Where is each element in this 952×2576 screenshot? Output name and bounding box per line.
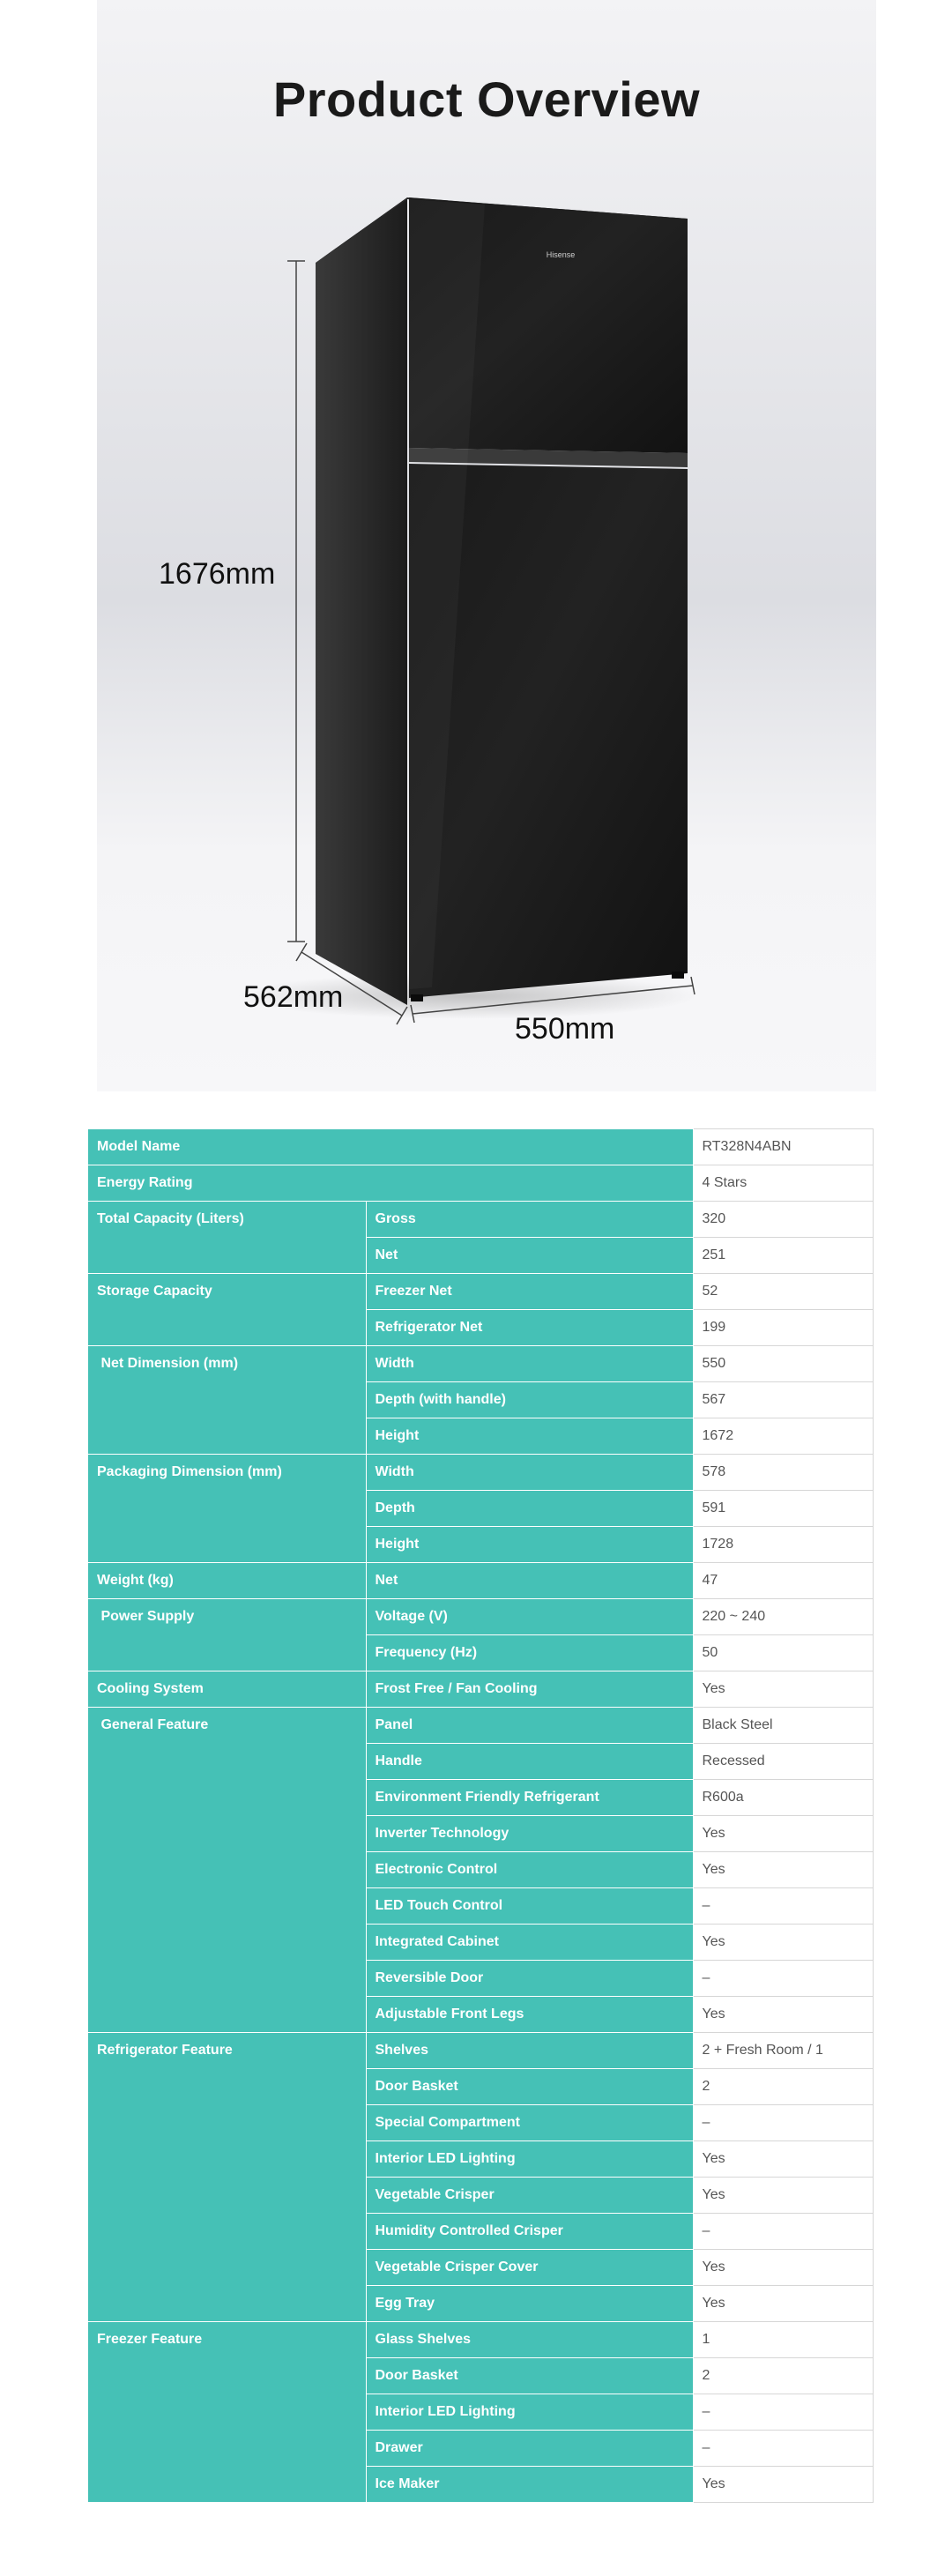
- spec-attribute-value: Yes: [693, 1816, 873, 1852]
- spec-attribute-value: 591: [693, 1491, 873, 1527]
- table-row: [88, 1165, 873, 1202]
- table-row: [88, 2033, 873, 2069]
- table-row: [88, 1671, 873, 1708]
- spec-attribute-label: Width: [366, 1455, 693, 1491]
- spec-attribute-value: –: [693, 2394, 873, 2431]
- brand-logo: Hisense: [546, 250, 576, 259]
- table-row: [88, 1455, 873, 1491]
- spec-attribute-label: Freezer Net: [366, 1274, 693, 1310]
- spec-attribute-value: 1672: [693, 1418, 873, 1455]
- spec-attribute-value: 2: [693, 2358, 873, 2394]
- spec-attribute-label: Electronic Control: [366, 1852, 693, 1888]
- energy-rating-label: Energy Rating: [88, 1165, 693, 1202]
- spec-attribute-label: Net: [366, 1238, 693, 1274]
- front-leg-left: [411, 994, 423, 1001]
- spec-attribute-label: Reversible Door: [366, 1961, 693, 1997]
- spec-attribute-label: Net: [366, 1563, 693, 1599]
- model-name-label: Model Name: [88, 1129, 693, 1165]
- front-leg-right: [672, 972, 684, 979]
- model-name-value: RT328N4ABN: [693, 1129, 873, 1165]
- depth-dimension-label: 562mm: [243, 980, 344, 1014]
- page-title: Product Overview: [272, 71, 701, 127]
- spec-group-label: Power Supply: [88, 1599, 366, 1671]
- spec-attribute-value: Yes: [693, 1997, 873, 2033]
- spec-attribute-value: 567: [693, 1382, 873, 1418]
- spec-attribute-label: Handle: [366, 1744, 693, 1780]
- spec-attribute-label: Adjustable Front Legs: [366, 1997, 693, 2033]
- spec-attribute-value: 1728: [693, 1527, 873, 1563]
- spec-attribute-label: Refrigerator Net: [366, 1310, 693, 1346]
- specification-table-body: [88, 1129, 873, 2503]
- spec-attribute-value: 50: [693, 1635, 873, 1671]
- spec-attribute-label: Height: [366, 1418, 693, 1455]
- specification-table: [88, 1128, 874, 2503]
- fridge-illustration: [97, 0, 876, 1091]
- spec-attribute-value: Yes: [693, 1852, 873, 1888]
- spec-group-label: Net Dimension (mm): [88, 1346, 366, 1455]
- spec-attribute-label: Vegetable Crisper: [366, 2178, 693, 2214]
- energy-rating-value: 4 Stars: [693, 1165, 873, 1202]
- spec-attribute-label: Drawer: [366, 2431, 693, 2467]
- spec-attribute-label: Voltage (V): [366, 1599, 693, 1635]
- spec-attribute-label: Humidity Controlled Crisper: [366, 2214, 693, 2250]
- spec-group-label: Cooling System: [88, 1671, 366, 1708]
- height-dimension-label: 1676mm: [159, 557, 276, 591]
- table-row: [88, 1202, 873, 1238]
- table-row: [88, 1346, 873, 1382]
- spec-attribute-value: R600a: [693, 1780, 873, 1816]
- spec-attribute-value: 2 + Fresh Room / 1: [693, 2033, 873, 2069]
- spec-attribute-value: Recessed: [693, 1744, 873, 1780]
- table-row: [88, 1708, 873, 1744]
- table-row: [88, 2322, 873, 2358]
- spec-attribute-value: 550: [693, 1346, 873, 1382]
- spec-attribute-label: Interior LED Lighting: [366, 2141, 693, 2178]
- spec-group-label: Storage Capacity: [88, 1274, 366, 1346]
- spec-attribute-label: Interior LED Lighting: [366, 2394, 693, 2431]
- spec-attribute-label: Door Basket: [366, 2358, 693, 2394]
- spec-attribute-value: –: [693, 2214, 873, 2250]
- spec-attribute-value: Yes: [693, 2178, 873, 2214]
- spec-attribute-value: 320: [693, 1202, 873, 1238]
- spec-attribute-value: 2: [693, 2069, 873, 2105]
- spec-attribute-value: 251: [693, 1238, 873, 1274]
- spec-attribute-value: 220 ~ 240: [693, 1599, 873, 1635]
- spec-attribute-value: –: [693, 2105, 873, 2141]
- spec-attribute-value: 1: [693, 2322, 873, 2358]
- spec-group-label: Freezer Feature: [88, 2322, 366, 2503]
- spec-attribute-label: Environment Friendly Refrigerant: [366, 1780, 693, 1816]
- spec-group-label: Packaging Dimension (mm): [88, 1455, 366, 1563]
- spec-group-label: Weight (kg): [88, 1563, 366, 1599]
- spec-group-label: Total Capacity (Liters): [88, 1202, 366, 1274]
- spec-attribute-label: Frost Free / Fan Cooling: [366, 1671, 693, 1708]
- spec-attribute-value: Black Steel: [693, 1708, 873, 1744]
- spec-attribute-label: Inverter Technology: [366, 1816, 693, 1852]
- depth-tick-start: [296, 943, 307, 961]
- spec-attribute-label: Frequency (Hz): [366, 1635, 693, 1671]
- width-dimension-label: 550mm: [515, 1012, 615, 1046]
- table-row: [88, 1563, 873, 1599]
- spec-attribute-value: Yes: [693, 2467, 873, 2503]
- spec-attribute-label: Integrated Cabinet: [366, 1925, 693, 1961]
- spec-attribute-value: Yes: [693, 1671, 873, 1708]
- spec-attribute-value: 578: [693, 1455, 873, 1491]
- spec-attribute-label: Width: [366, 1346, 693, 1382]
- spec-attribute-label: Gross: [366, 1202, 693, 1238]
- spec-attribute-label: Ice Maker: [366, 2467, 693, 2503]
- spec-attribute-label: Door Basket: [366, 2069, 693, 2105]
- spec-attribute-label: Vegetable Crisper Cover: [366, 2250, 693, 2286]
- spec-attribute-label: Shelves: [366, 2033, 693, 2069]
- spec-attribute-label: Glass Shelves: [366, 2322, 693, 2358]
- spec-attribute-value: 199: [693, 1310, 873, 1346]
- spec-attribute-value: –: [693, 1888, 873, 1925]
- spec-attribute-label: Panel: [366, 1708, 693, 1744]
- spec-group-label: Refrigerator Feature: [88, 2033, 366, 2322]
- spec-attribute-value: –: [693, 1961, 873, 1997]
- spec-attribute-label: LED Touch Control: [366, 1888, 693, 1925]
- spec-attribute-value: Yes: [693, 2286, 873, 2322]
- table-row: [88, 1274, 873, 1310]
- spec-attribute-value: Yes: [693, 1925, 873, 1961]
- spec-attribute-value: 52: [693, 1274, 873, 1310]
- spec-attribute-label: Egg Tray: [366, 2286, 693, 2322]
- fridge-side-panel: [316, 197, 407, 1005]
- product-overview-panel: [97, 0, 876, 1091]
- spec-attribute-label: Depth (with handle): [366, 1382, 693, 1418]
- table-row: [88, 1599, 873, 1635]
- spec-attribute-value: Yes: [693, 2141, 873, 2178]
- spec-attribute-value: –: [693, 2431, 873, 2467]
- table-row: [88, 1129, 873, 1165]
- spec-attribute-label: Height: [366, 1527, 693, 1563]
- spec-attribute-label: Depth: [366, 1491, 693, 1527]
- spec-group-label: General Feature: [88, 1708, 366, 2033]
- spec-attribute-label: Special Compartment: [366, 2105, 693, 2141]
- spec-attribute-value: Yes: [693, 2250, 873, 2286]
- spec-attribute-value: 47: [693, 1563, 873, 1599]
